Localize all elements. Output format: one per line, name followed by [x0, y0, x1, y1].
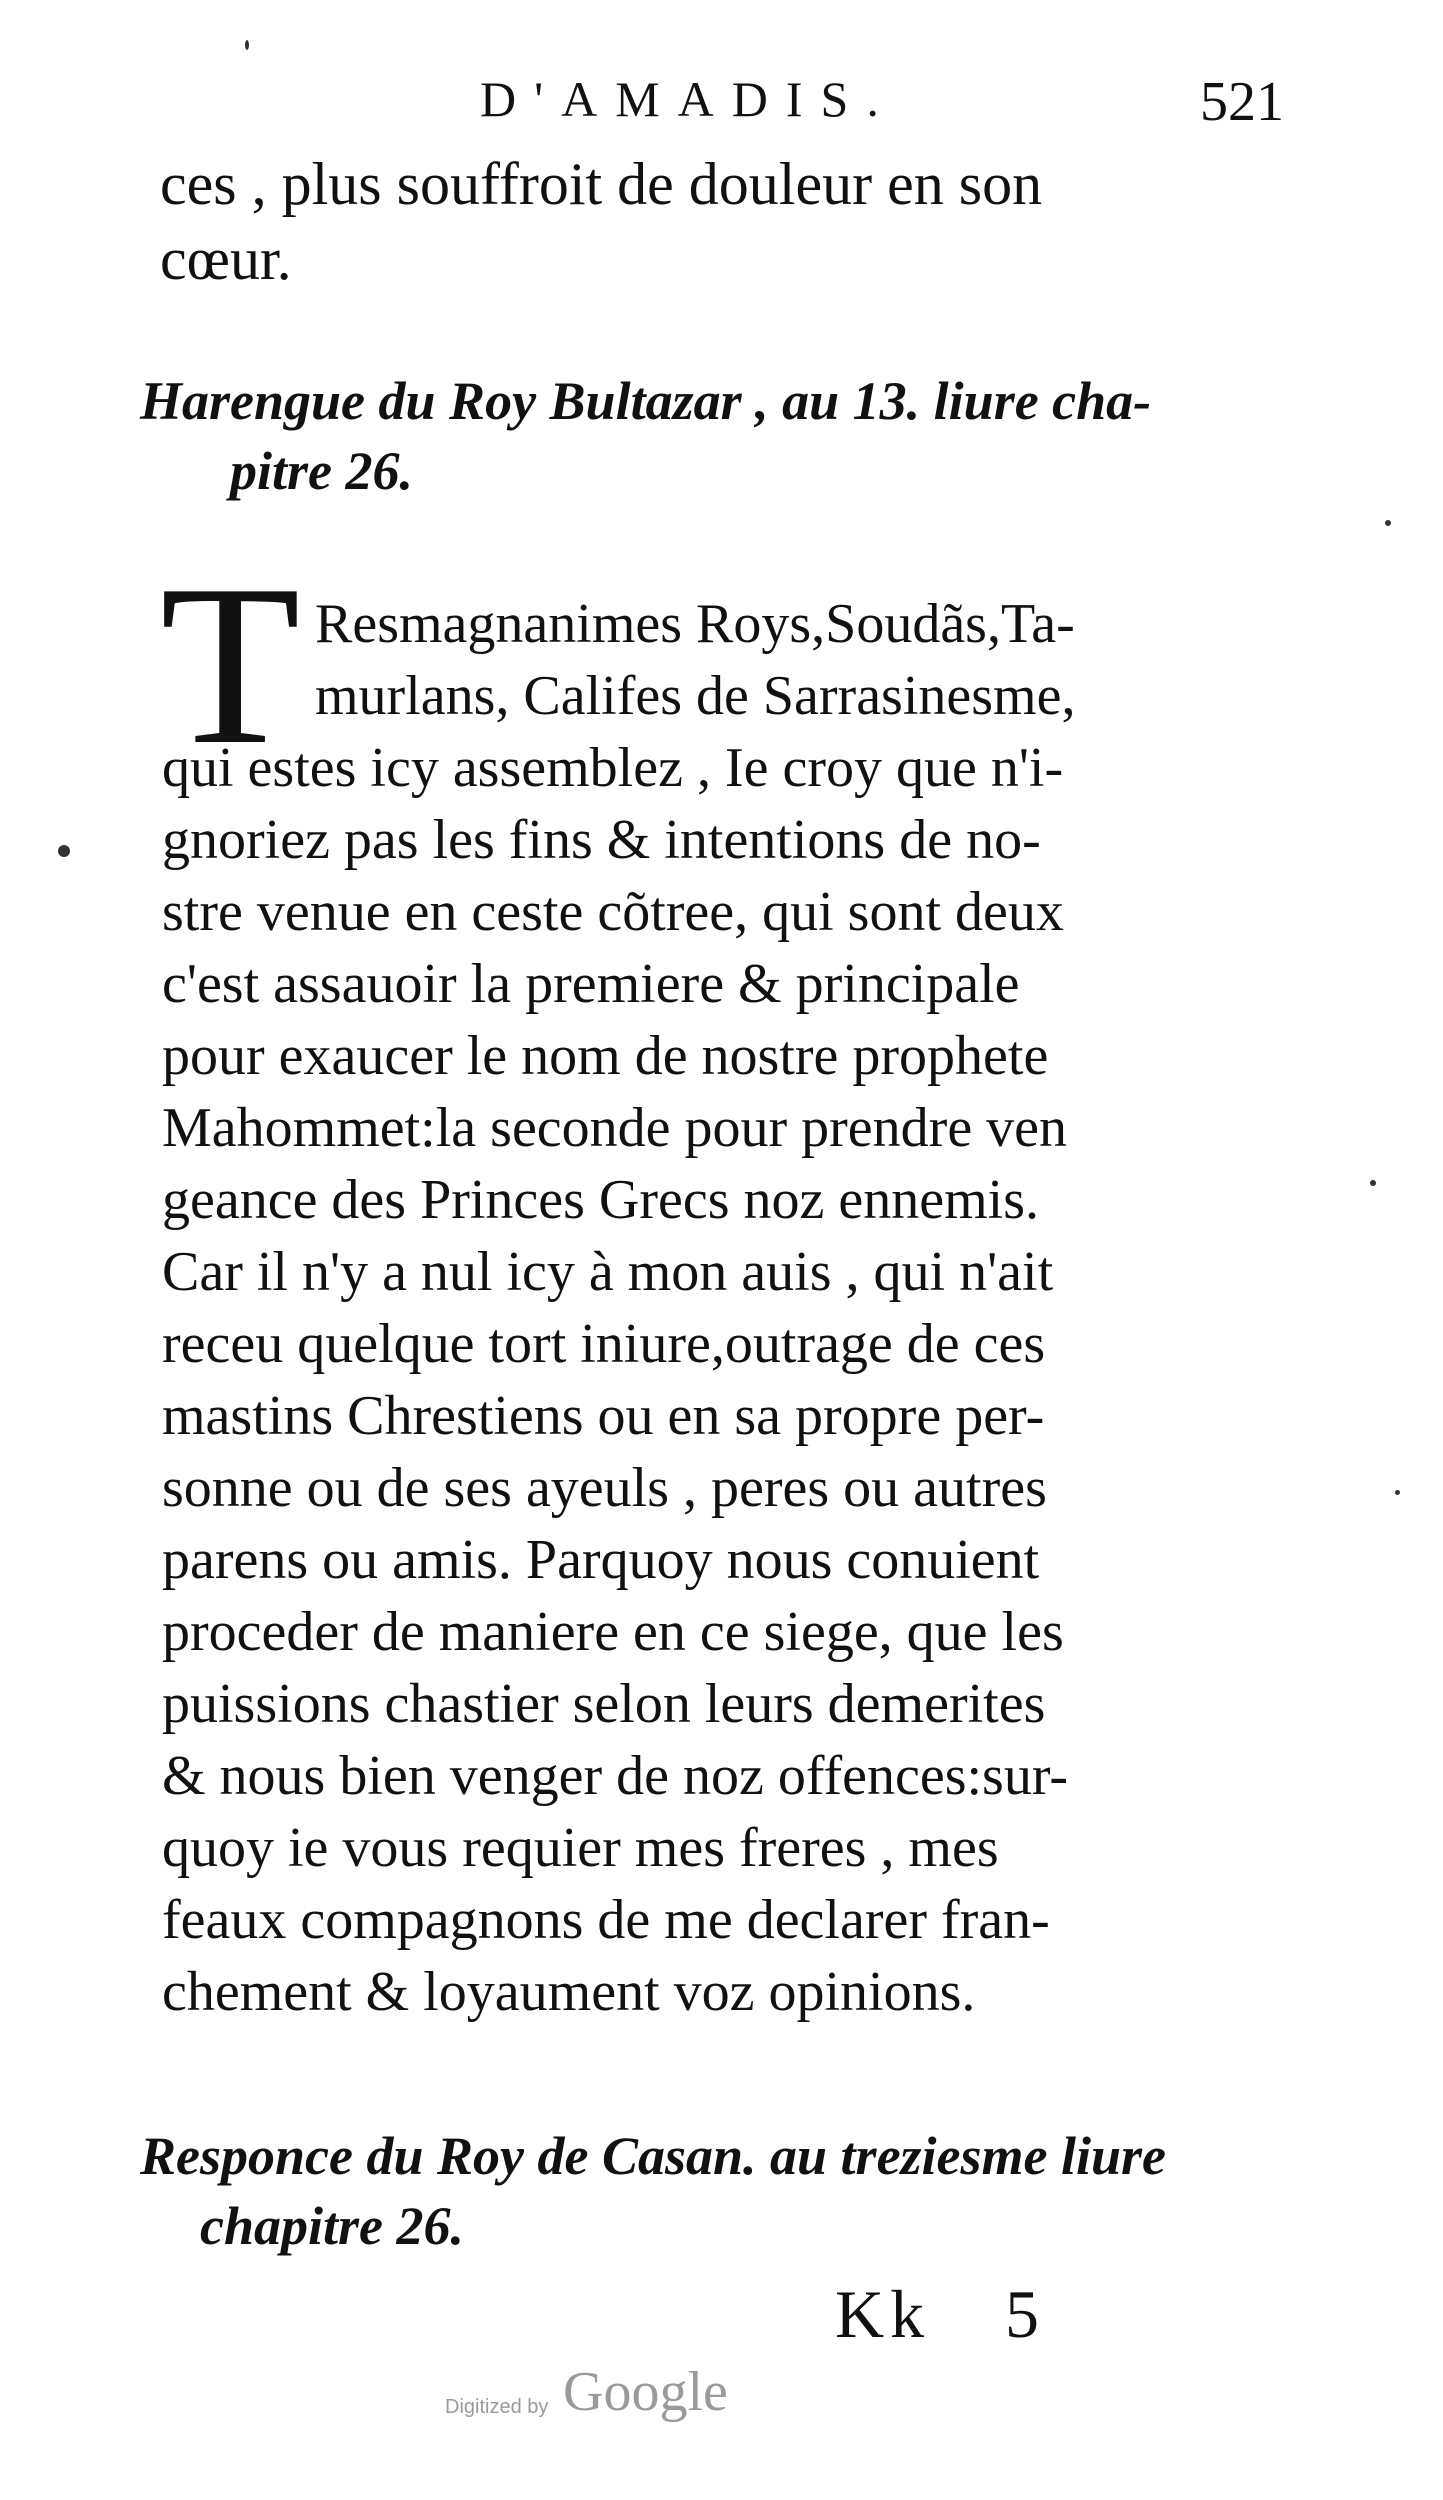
text-line: c'est assauoir la premiere & principale [162, 953, 1020, 1015]
text-line: receu quelque tort iniure,outrage de ces [162, 1313, 1046, 1375]
section-heading-harangue-cont: pitre 26. [230, 441, 413, 501]
text-line: Car il n'y a nul icy à mon auis , qui n'ait [162, 1241, 1054, 1303]
text-line: murlans, Califes de Sarrasinesme, [315, 665, 1076, 727]
text-line: qui estes icy assemblez , Ie croy que n'i- [162, 737, 1064, 799]
drop-cap-initial: T [160, 537, 301, 792]
text-line: proceder de maniere en ce siege, que les [162, 1601, 1064, 1663]
section-heading-harangue: Harengue du Roy Bultazar , au 13. liure cha- [140, 371, 1152, 431]
text-line: sonne ou de ses ayeuls , peres ou autres [162, 1457, 1047, 1519]
continuation-line: cœur. [160, 226, 292, 292]
text-line: quoy ie vous requier mes freres , mes [162, 1817, 999, 1879]
catchword: 5 [1005, 2276, 1039, 2352]
watermark-brand: Google [563, 2361, 728, 2423]
text-line: feaux compagnons de me declarer fran- [162, 1889, 1050, 1951]
text-line: gnoriez pas les fins & intentions de no- [162, 809, 1041, 871]
page-header [0, 60, 1443, 150]
text-line: chement & loyaument voz opinions. [162, 1961, 976, 2023]
ink-speck [245, 40, 249, 50]
text-line: stre venue en ceste cõtree, qui sont deux [162, 881, 1064, 943]
text-line: Mahommet:la seconde pour prendre ven [162, 1097, 1068, 1159]
digitization-watermark [445, 2360, 765, 2430]
watermark-prefix: Digitized by [445, 2396, 549, 2418]
text-line: geance des Princes Grecs noz ennemis. [162, 1169, 1039, 1231]
ink-speck [58, 845, 70, 857]
ink-speck [1385, 520, 1391, 526]
section-heading-responce: Responce du Roy de Casan. au treziesme liure [140, 2126, 1167, 2186]
text-line: Resmagnanimes Roys,Soudãs,Ta- [315, 593, 1075, 655]
text-line: mastins Chrestiens ou en sa propre per- [162, 1385, 1045, 1447]
running-title: D'AMADIS. [480, 71, 897, 127]
page-number: 521 [1200, 71, 1284, 133]
text-line: puissions chastier selon leurs demerites [162, 1673, 1046, 1735]
continuation-line: ces , plus souffroit de douleur en son [160, 151, 1043, 217]
text-line: & nous bien venger de noz offences:sur- [162, 1745, 1069, 1807]
text-line: parens ou amis. Parquoy nous conuient [162, 1529, 1040, 1591]
section-heading-responce-cont: chapitre 26. [200, 2196, 464, 2256]
ink-speck [1370, 1180, 1376, 1186]
text-line: pour exaucer le nom de nostre prophete [162, 1025, 1049, 1087]
signature-mark: Kk [835, 2276, 931, 2352]
ink-speck [1395, 1490, 1400, 1495]
